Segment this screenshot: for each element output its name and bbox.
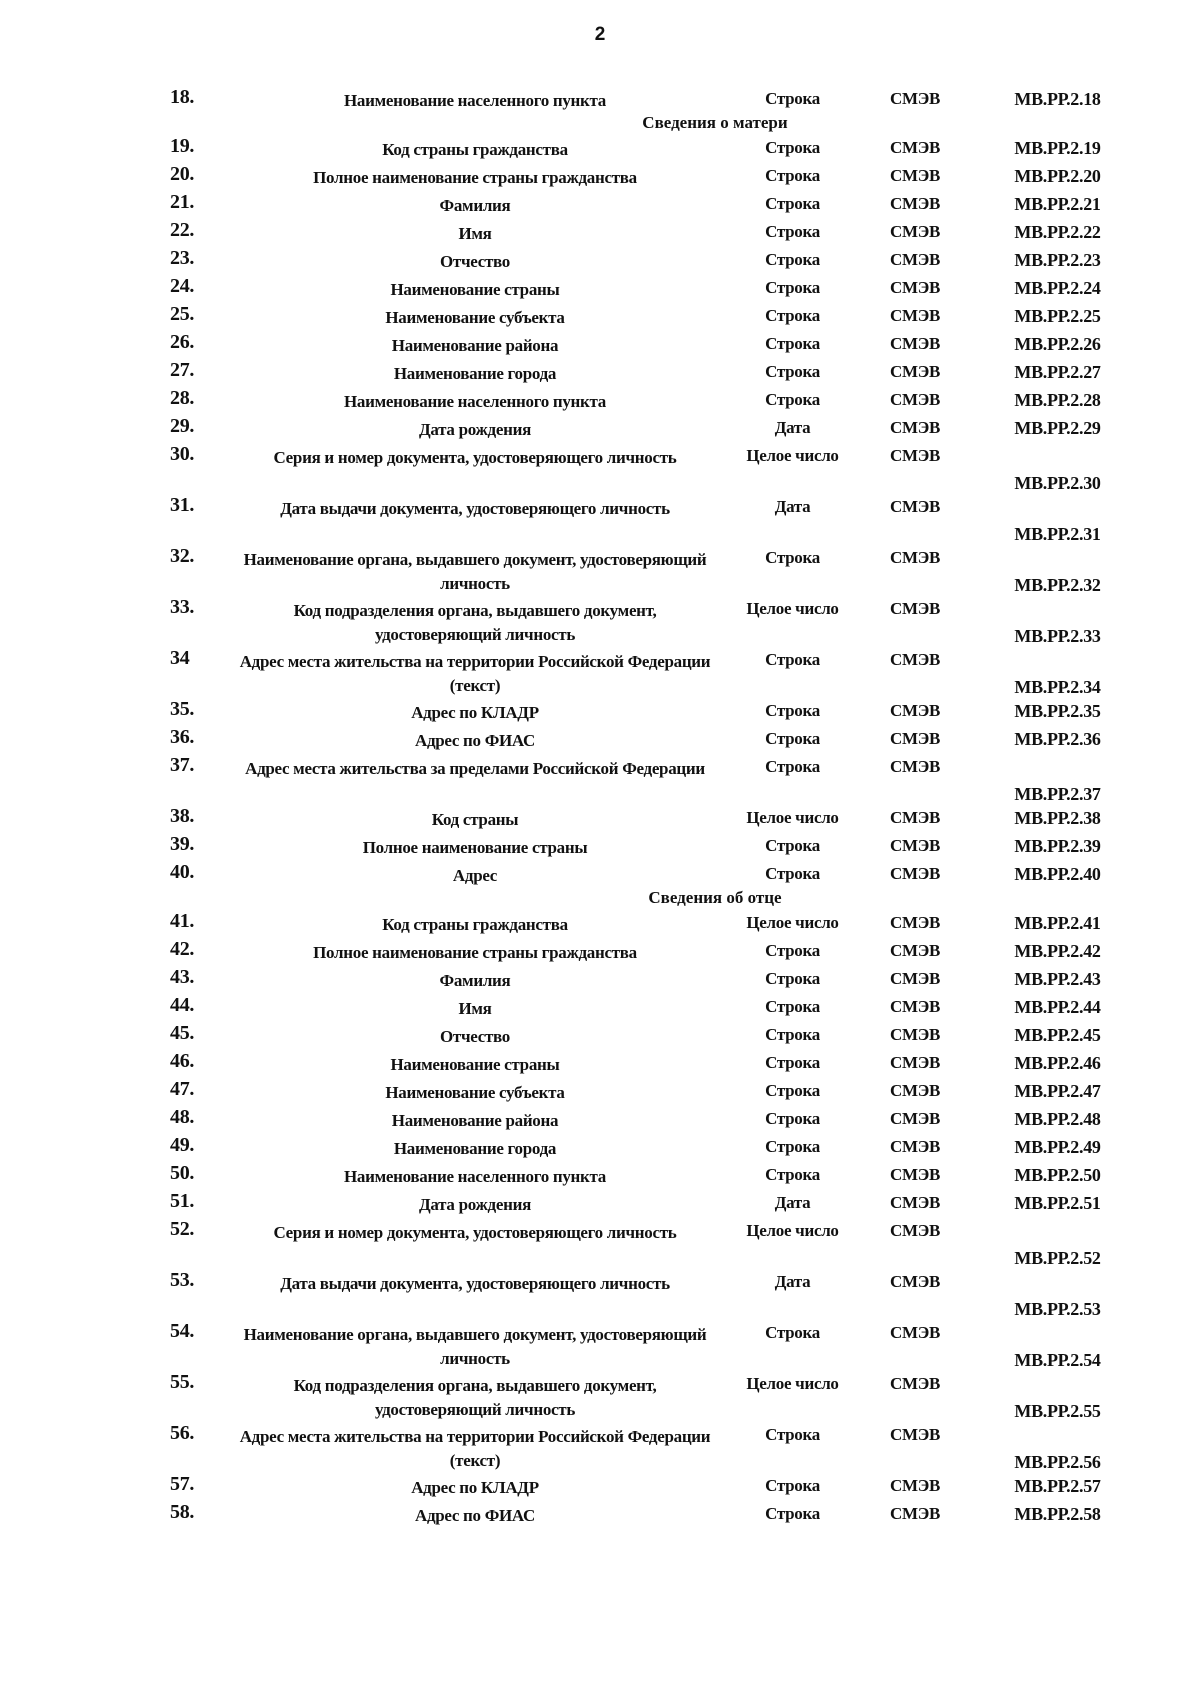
field-code: МВ.РР.2.46 [1014,1053,1101,1073]
table-row [170,647,1130,698]
field-name: Наименование страны [390,280,560,299]
field-code: МВ.РР.2.40 [1014,864,1101,884]
field-code: МВ.РР.2.55 [1014,1401,1101,1421]
row-number: 41. [170,910,195,932]
field-source: СМЭВ [890,446,940,465]
table-row [170,1078,1130,1106]
row-number: 21. [170,191,195,213]
field-source: СМЭВ [890,362,940,381]
table-row [170,754,1130,805]
field-code: МВ.РР.2.49 [1014,1137,1101,1157]
field-code: МВ.РР.2.38 [1014,808,1101,828]
table-row [170,938,1130,966]
field-source: СМЭВ [890,864,940,883]
row-number: 26. [170,331,195,353]
field-code: МВ.РР.2.56 [1014,1452,1101,1472]
field-type: Строка [765,1425,820,1444]
table-row [170,387,1130,415]
field-name: Адрес по КЛАДР [411,703,539,722]
field-source: СМЭВ [890,1504,940,1523]
field-name: Адрес [452,866,498,885]
table-row [170,1106,1130,1134]
table-row [170,994,1130,1022]
field-name: Дата рождения [419,420,531,439]
row-number: 46. [170,1050,195,1072]
field-type: Строка [765,864,820,883]
field-source: СМЭВ [890,334,940,353]
field-source: СМЭВ [890,969,940,988]
table-row [170,443,1130,494]
field-code: МВ.РР.2.23 [1014,250,1101,270]
table-row [170,861,1130,889]
field-code: МВ.РР.2.42 [1014,941,1101,961]
field-name: Наименование города [393,1139,557,1158]
field-code: МВ.РР.2.32 [1014,575,1101,595]
field-code: МВ.РР.2.28 [1014,390,1101,410]
field-source: СМЭВ [890,89,940,108]
field-name: Код страны [431,810,519,829]
table-row [170,1190,1130,1218]
field-type: Строка [765,729,820,748]
field-source: СМЭВ [890,1374,940,1393]
field-code: МВ.РР.2.31 [1014,524,1101,544]
field-name: Наименование района [391,336,559,355]
row-number: 30. [170,443,195,465]
field-name: Наименование района [391,1111,559,1130]
field-type: Дата [774,1272,811,1291]
field-code: МВ.РР.2.33 [1014,626,1101,646]
row-number: 34 [170,647,190,669]
table-row [170,596,1130,647]
field-name: Полное наименование страны гражданства [313,943,637,962]
table-row [170,833,1130,861]
table-row [170,805,1130,833]
field-source: СМЭВ [890,1081,940,1100]
field-type: Целое число [746,1221,839,1240]
table-row [170,494,1130,545]
row-number: 38. [170,805,195,827]
field-type: Строка [765,836,820,855]
row-number: 18. [170,86,195,108]
field-type: Строка [765,1109,820,1128]
field-name: Отчество [440,252,510,271]
rows-group-b [170,135,1130,889]
field-code: МВ.РР.2.21 [1014,194,1101,214]
field-name: Наименование органа, выдавшего документ, удостоверяющий личность [243,550,707,593]
field-type: Строка [765,1081,820,1100]
field-source: СМЭВ [890,418,940,437]
table-row [170,303,1130,331]
row-number: 45. [170,1022,195,1044]
field-source: СМЭВ [890,808,940,827]
field-code: МВ.РР.2.54 [1014,1350,1101,1370]
row-number: 43. [170,966,195,988]
field-name: Наименование субъекта [385,308,565,327]
row-number: 36. [170,726,195,748]
table-row [170,1162,1130,1190]
table-row [170,1422,1130,1473]
field-source: СМЭВ [890,138,940,157]
field-type: Целое число [746,446,839,465]
field-source: СМЭВ [890,650,940,669]
table-row [170,545,1130,596]
table-row [170,275,1130,303]
field-name: Имя [458,224,492,243]
field-source: СМЭВ [890,548,940,567]
field-code: МВ.РР.2.52 [1014,1248,1101,1268]
table-row [170,1473,1130,1501]
field-source: СМЭВ [890,1053,940,1072]
page-number: 2 [594,24,606,45]
field-code: МВ.РР.2.24 [1014,278,1101,298]
field-type: Строка [765,969,820,988]
field-code: МВ.РР.2.35 [1014,701,1101,721]
row-number: 40. [170,861,195,883]
field-code: МВ.РР.2.48 [1014,1109,1101,1129]
field-name: Полное наименование страны гражданства [313,168,637,187]
table-row [170,86,1130,114]
field-type: Строка [765,250,820,269]
field-source: СМЭВ [890,1425,940,1444]
field-code: МВ.РР.2.58 [1014,1504,1101,1524]
field-type: Строка [765,362,820,381]
row-number: 49. [170,1134,195,1156]
field-source: СМЭВ [890,757,940,776]
table-row [170,966,1130,994]
field-source: СМЭВ [890,1165,940,1184]
table-row [170,219,1130,247]
table-row [170,135,1130,163]
field-code: МВ.РР.2.57 [1014,1476,1101,1496]
row-number: 54. [170,1320,195,1342]
row-number: 37. [170,754,195,776]
field-name: Адрес места жительства на территории Российской Федерации (текст) [239,652,711,695]
row-number: 28. [170,387,195,409]
row-number: 51. [170,1190,195,1212]
row-number: 19. [170,135,195,157]
field-code: МВ.РР.2.22 [1014,222,1101,242]
row-number: 52. [170,1218,195,1240]
table-row [170,1022,1130,1050]
field-name: Код подразделения органа, выдавшего документ, удостоверяющий личность [293,1376,657,1419]
field-name: Дата выдачи документа, удостоверяющего личность [280,499,670,518]
row-number: 39. [170,833,195,855]
field-name: Наименование страны [390,1055,560,1074]
field-type: Строка [765,650,820,669]
field-name: Имя [458,999,492,1018]
field-name: Адрес места жительства на территории Российской Федерации (текст) [239,1427,711,1470]
field-source: СМЭВ [890,1109,940,1128]
row-number: 24. [170,275,195,297]
field-type: Дата [774,497,811,516]
field-type: Строка [765,1165,820,1184]
field-name: Отчество [440,1027,510,1046]
field-source: СМЭВ [890,913,940,932]
field-code: МВ.РР.2.50 [1014,1165,1101,1185]
field-code: МВ.РР.2.41 [1014,913,1101,933]
field-type: Дата [774,1193,811,1212]
field-code: МВ.РР.2.20 [1014,166,1101,186]
field-name: Наименование органа, выдавшего документ, удостоверяющий личность [243,1325,707,1368]
field-type: Строка [765,757,820,776]
field-code: МВ.РР.2.34 [1014,677,1101,697]
field-name: Дата выдачи документа, удостоверяющего личность [280,1274,670,1293]
table-row [170,1501,1130,1529]
field-source: СМЭВ [890,250,940,269]
field-type: Строка [765,306,820,325]
field-type: Строка [765,997,820,1016]
table-row [170,698,1130,726]
table-row [170,1371,1130,1422]
row-number: 27. [170,359,195,381]
row-number: 53. [170,1269,195,1291]
field-name: Полное наименование страны [362,838,588,857]
field-type: Строка [765,334,820,353]
field-code: МВ.РР.2.27 [1014,362,1101,382]
field-code: МВ.РР.2.47 [1014,1081,1101,1101]
field-source: СМЭВ [890,1137,940,1156]
field-source: СМЭВ [890,836,940,855]
field-type: Строка [765,1323,820,1342]
field-source: СМЭВ [890,1221,940,1240]
row-number: 35. [170,698,195,720]
field-type: Целое число [746,808,839,827]
table-row [170,726,1130,754]
field-name: Наименование субъекта [385,1083,565,1102]
row-number: 58. [170,1501,195,1523]
row-number: 31. [170,494,195,516]
field-code: МВ.РР.2.51 [1014,1193,1101,1213]
row-number: 56. [170,1422,195,1444]
field-name: Адрес по КЛАДР [411,1478,539,1497]
field-name: Серия и номер документа, удостоверяющего личность [273,448,677,467]
row-number: 23. [170,247,195,269]
row-number: 29. [170,415,195,437]
field-type: Целое число [746,599,839,618]
field-type: Строка [765,89,820,108]
field-code: МВ.РР.2.18 [1014,89,1101,109]
field-type: Строка [765,222,820,241]
row-number: 48. [170,1106,195,1128]
row-number: 47. [170,1078,195,1100]
field-code: МВ.РР.2.39 [1014,836,1101,856]
field-code: МВ.РР.2.29 [1014,418,1101,438]
field-code: МВ.РР.2.43 [1014,969,1101,989]
field-source: СМЭВ [890,997,940,1016]
field-type: Строка [765,1053,820,1072]
field-type: Целое число [746,913,839,932]
table-row [170,191,1130,219]
field-code: МВ.РР.2.37 [1014,784,1101,804]
table-row [170,910,1130,938]
field-source: СМЭВ [890,222,940,241]
table-row [170,247,1130,275]
field-source: СМЭВ [890,1272,940,1291]
field-source: СМЭВ [890,278,940,297]
field-type: Строка [765,1504,820,1523]
field-name: Серия и номер документа, удостоверяющего личность [273,1223,677,1242]
table-row [170,331,1130,359]
field-type: Целое число [746,1374,839,1393]
row-number: 55. [170,1371,195,1393]
field-name: Фамилия [439,971,511,990]
section-heading-father: Сведения об отце [648,888,782,907]
field-code: МВ.РР.2.26 [1014,334,1101,354]
field-type: Строка [765,166,820,185]
rows-group-a [170,86,1130,114]
field-name: Адрес по ФИАС [414,731,536,750]
row-number: 33. [170,596,195,618]
field-type: Строка [765,138,820,157]
field-type: Строка [765,194,820,213]
row-number: 42. [170,938,195,960]
field-source: СМЭВ [890,1323,940,1342]
fields-table [170,86,1130,1529]
field-source: СМЭВ [890,194,940,213]
field-name: Адрес по ФИАС [414,1506,536,1525]
field-source: СМЭВ [890,701,940,720]
field-type: Строка [765,1025,820,1044]
table-row [170,1050,1130,1078]
field-source: СМЭВ [890,729,940,748]
field-type: Строка [765,941,820,960]
table-row [170,1269,1130,1320]
field-type: Строка [765,278,820,297]
row-number: 57. [170,1473,195,1495]
field-code: МВ.РР.2.30 [1014,473,1101,493]
row-number: 44. [170,994,195,1016]
table-row [170,1218,1130,1269]
field-source: СМЭВ [890,306,940,325]
field-source: СМЭВ [890,390,940,409]
field-name: Фамилия [439,196,511,215]
field-name: Адрес места жительства за пределами Российской Федерации [245,759,705,778]
field-type: Строка [765,701,820,720]
field-code: МВ.РР.2.19 [1014,138,1101,158]
row-number: 25. [170,303,195,325]
field-code: МВ.РР.2.45 [1014,1025,1101,1045]
field-source: СМЭВ [890,497,940,516]
row-number: 32. [170,545,195,567]
field-type: Строка [765,548,820,567]
field-name: Наименование населенного пункта [343,91,607,110]
field-type: Строка [765,1137,820,1156]
field-name: Наименование населенного пункта [343,392,607,411]
rows-group-c [170,910,1130,1529]
field-source: СМЭВ [890,1476,940,1495]
field-type: Строка [765,390,820,409]
field-name: Код страны гражданства [382,140,568,159]
table-row [170,415,1130,443]
field-source: СМЭВ [890,1025,940,1044]
field-name: Наименование населенного пункта [343,1167,607,1186]
field-type: Строка [765,1476,820,1495]
field-source: СМЭВ [890,1193,940,1212]
field-name: Наименование города [393,364,557,383]
field-name: Код подразделения органа, выдавшего документ, удостоверяющий личность [293,601,657,644]
field-code: МВ.РР.2.25 [1014,306,1101,326]
field-code: МВ.РР.2.36 [1014,729,1101,749]
field-source: СМЭВ [890,941,940,960]
field-type: Дата [774,418,811,437]
table-row [170,1134,1130,1162]
table-row [170,163,1130,191]
field-name: Дата рождения [419,1195,531,1214]
field-source: СМЭВ [890,166,940,185]
section-heading-mother: Сведения о матери [642,113,788,132]
field-name: Код страны гражданства [382,915,568,934]
field-source: СМЭВ [890,599,940,618]
table-row [170,359,1130,387]
row-number: 22. [170,219,195,241]
field-code: МВ.РР.2.53 [1014,1299,1101,1319]
row-number: 50. [170,1162,195,1184]
table-row [170,1320,1130,1371]
row-number: 20. [170,163,195,185]
field-code: МВ.РР.2.44 [1014,997,1101,1017]
